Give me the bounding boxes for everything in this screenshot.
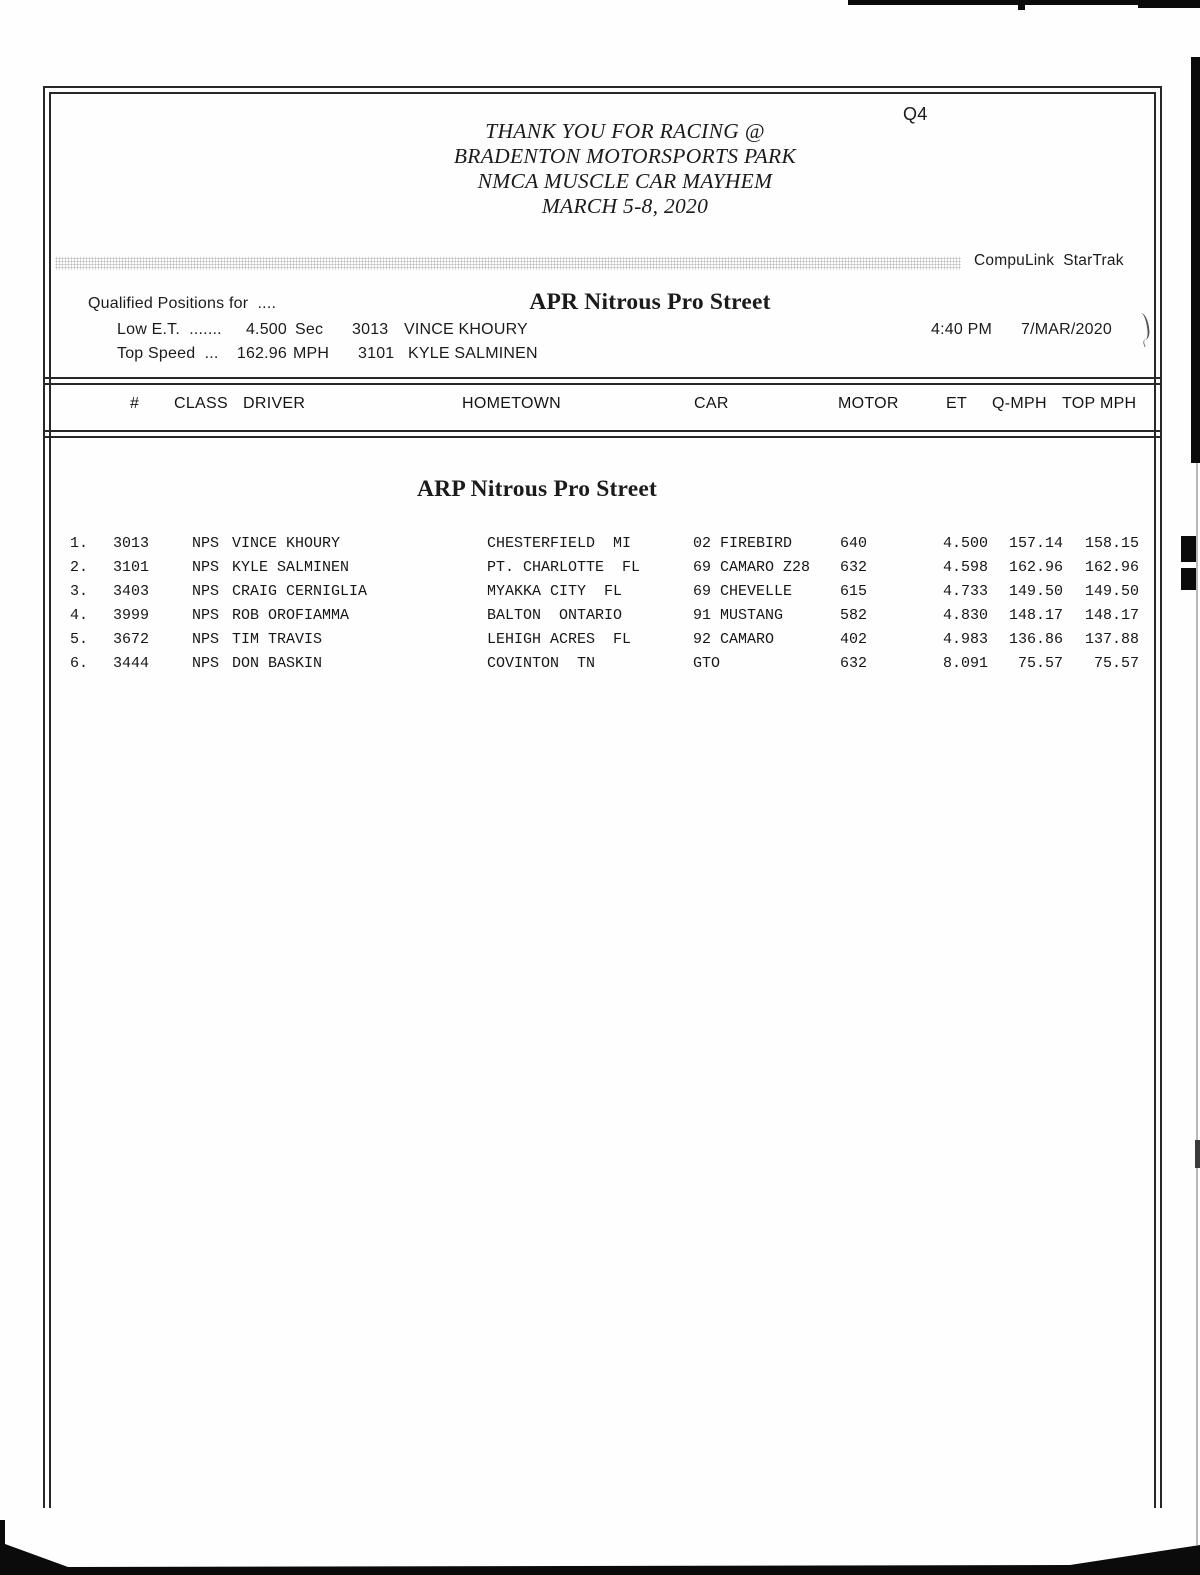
table-row	[0, 534, 1200, 554]
cell-top-mph: 158.15	[1084, 535, 1139, 552]
frame-inner-top	[49, 92, 1156, 94]
cell-et: 4.983	[942, 631, 988, 648]
rule-header-top-1	[43, 377, 1162, 379]
cell-class: NPS	[192, 559, 220, 576]
print-date: 7/MAR/2020	[1021, 321, 1112, 338]
scan-artifact-bottom-edge	[0, 1518, 1200, 1575]
low-et-value: 4.500	[245, 321, 287, 338]
cell-driver: ROB OROFIAMMA	[232, 607, 350, 624]
cell-motor: 402	[840, 631, 868, 648]
col-header-driver: DRIVER	[243, 395, 306, 412]
cell-et: 4.598	[942, 559, 988, 576]
cell-car: 92 CAMARO	[693, 631, 775, 648]
frame-outer-right	[1160, 86, 1162, 1508]
col-header-qmph: Q-MPH	[992, 395, 1047, 412]
cell-car-number: 3101	[113, 559, 150, 576]
halftone-band	[55, 257, 961, 270]
low-et-car-number: 3013	[352, 321, 389, 338]
cell-et: 8.091	[942, 655, 988, 672]
cell-car: 91 MUSTANG	[693, 607, 784, 624]
cell-car-number: 3999	[113, 607, 150, 624]
scan-artifact-right-bar	[1191, 57, 1200, 463]
top-speed-unit: MPH	[293, 345, 330, 362]
cell-motor: 632	[840, 655, 868, 672]
table-row	[0, 606, 1200, 626]
title-line-event: NMCA MUSCLE CAR MAYHEM	[477, 169, 773, 193]
cell-class: NPS	[192, 535, 220, 552]
scan-artifact-top-edge-thick	[1138, 0, 1200, 8]
qualified-positions-label: Qualified Positions for ....	[88, 295, 277, 312]
cell-rank: 4.	[70, 607, 89, 624]
cell-top-mph: 149.50	[1084, 583, 1139, 600]
top-speed-value: 162.96	[236, 345, 287, 362]
scan-artifact-right-mark	[1195, 1140, 1200, 1168]
cell-driver: DON BASKIN	[232, 655, 323, 672]
cell-rank: 1.	[70, 535, 89, 552]
cell-top-mph: 148.17	[1084, 607, 1139, 624]
cell-hometown: BALTON ONTARIO	[487, 607, 623, 624]
class-title: APR Nitrous Pro Street	[529, 289, 771, 315]
frame-inner-left	[49, 92, 51, 1508]
cell-hometown: PT. CHARLOTTE FL	[487, 559, 641, 576]
cell-qmph: 148.17	[1008, 607, 1063, 624]
cell-car-number: 3403	[113, 583, 150, 600]
cell-hometown: LEHIGH ACRES FL	[487, 631, 632, 648]
cell-hometown: CHESTERFIELD MI	[487, 535, 632, 552]
cell-qmph: 149.50	[1008, 583, 1063, 600]
rule-header-bottom-1	[43, 430, 1162, 432]
brand-label: CompuLink StarTrak	[974, 252, 1124, 269]
top-speed-car-number: 3101	[358, 345, 395, 362]
cell-qmph: 157.14	[1008, 535, 1063, 552]
cell-motor: 632	[840, 559, 868, 576]
col-header-motor: MOTOR	[838, 395, 899, 412]
title-line-thank-you: THANK YOU FOR RACING @	[485, 119, 765, 143]
table-row	[0, 582, 1200, 602]
rule-header-bottom-2	[43, 436, 1162, 438]
cell-car-number: 3444	[113, 655, 150, 672]
cell-motor: 582	[840, 607, 868, 624]
cell-car: 69 CHEVELLE	[693, 583, 793, 600]
cell-hometown: COVINTON TN	[487, 655, 596, 672]
cell-driver: CRAIG CERNIGLIA	[232, 583, 368, 600]
cell-car: 02 FIREBIRD	[693, 535, 793, 552]
cell-class: NPS	[192, 583, 220, 600]
cell-car: 69 CAMARO Z28	[693, 559, 811, 576]
cell-qmph: 136.86	[1008, 631, 1063, 648]
cell-class: NPS	[192, 607, 220, 624]
cell-driver: TIM TRAVIS	[232, 631, 323, 648]
col-header-number: #	[130, 395, 140, 412]
cell-driver: VINCE KHOURY	[232, 535, 341, 552]
low-et-driver: VINCE KHOURY	[404, 321, 528, 338]
frame-outer-left	[43, 86, 45, 1508]
cell-driver: KYLE SALMINEN	[232, 559, 350, 576]
table-row	[0, 558, 1200, 578]
scan-artifact-top-tick	[1018, 0, 1025, 10]
cell-motor: 640	[840, 535, 868, 552]
cell-motor: 615	[840, 583, 868, 600]
cell-car-number: 3013	[113, 535, 150, 552]
frame-outer-top	[43, 86, 1162, 88]
frame-inner-right	[1154, 92, 1156, 1508]
cell-class: NPS	[192, 655, 220, 672]
cell-rank: 2.	[70, 559, 89, 576]
low-et-unit: Sec	[295, 321, 324, 338]
section-title: ARP Nitrous Pro Street	[417, 476, 658, 502]
cell-qmph: 162.96	[1008, 559, 1063, 576]
top-speed-driver: KYLE SALMINEN	[408, 345, 538, 362]
col-header-class: CLASS	[174, 395, 228, 412]
top-speed-label: Top Speed ...	[117, 345, 219, 362]
cell-top-mph: 162.96	[1084, 559, 1139, 576]
title-line-track: BRADENTON MOTORSPORTS PARK	[453, 144, 797, 168]
rule-header-top-2	[43, 383, 1162, 385]
cell-hometown: MYAKKA CITY FL	[487, 583, 623, 600]
col-header-hometown: HOMETOWN	[462, 395, 561, 412]
event-title	[320, 119, 930, 219]
cell-et: 4.500	[942, 535, 988, 552]
col-header-car: CAR	[694, 395, 729, 412]
print-time: 4:40 PM	[931, 321, 992, 338]
low-et-label: Low E.T. .......	[117, 321, 222, 338]
cell-et: 4.733	[942, 583, 988, 600]
table-row	[0, 654, 1200, 674]
cell-car: GTO	[693, 655, 721, 672]
cell-class: NPS	[192, 631, 220, 648]
cell-top-mph: 75.57	[1093, 655, 1139, 672]
cell-rank: 5.	[70, 631, 89, 648]
table-row	[0, 630, 1200, 650]
cell-top-mph: 137.88	[1084, 631, 1139, 648]
cell-rank: 3.	[70, 583, 89, 600]
cell-car-number: 3672	[113, 631, 150, 648]
col-header-et: ET	[946, 395, 968, 412]
cell-et: 4.830	[942, 607, 988, 624]
sheet-label: Q4	[903, 104, 928, 124]
title-line-date: MARCH 5-8, 2020	[541, 194, 709, 218]
cell-rank: 6.	[70, 655, 89, 672]
col-header-topmph: TOP MPH	[1062, 395, 1137, 412]
cell-qmph: 75.57	[1017, 655, 1063, 672]
